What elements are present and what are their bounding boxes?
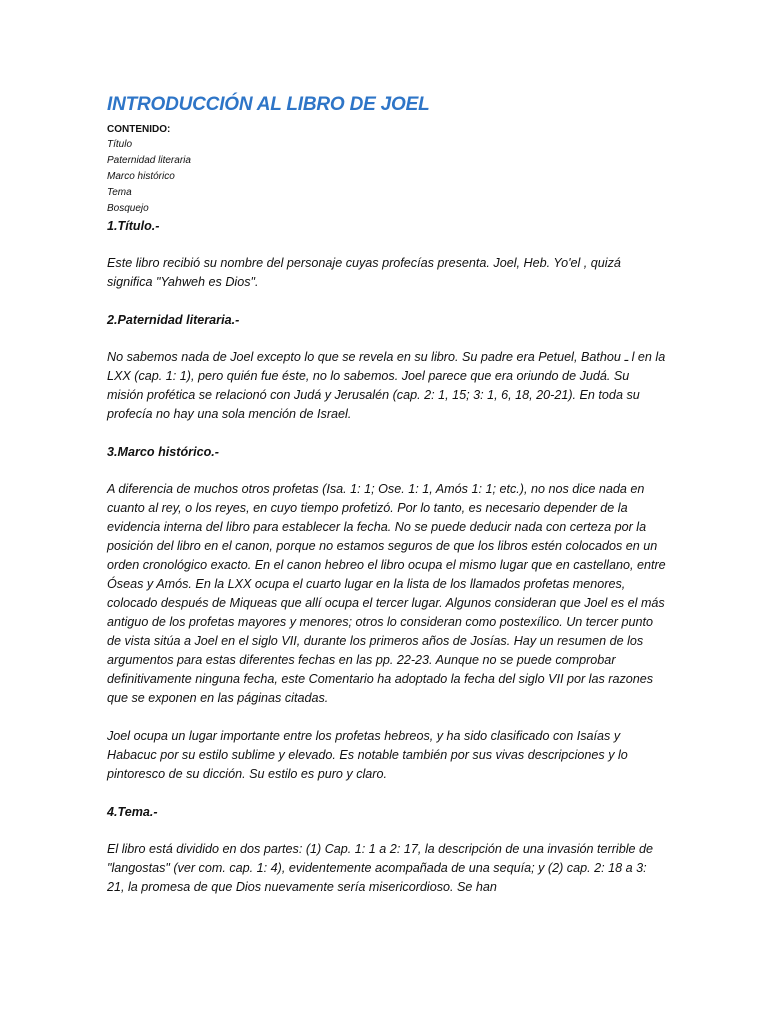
section-paragraph: El libro está dividido en dos partes: (1) Cap. 1: 1 a 2: 17, la descripción de una invasión terrible de "langostas" (ver com. cap. 1: 4), evidentemente acompañada de una sequía; y (2) cap. 2: 18 a 3: 21, la promesa de que Dios nuevamente sería misericordioso. Se han — [107, 842, 654, 894]
section-heading-paternidad: 2.Paternidad literaria.- — [107, 313, 240, 327]
section-heading-tema: 4.Tema.- — [107, 805, 158, 819]
contents-item: Bosquejo — [107, 203, 149, 214]
contents-item: Marco histórico — [107, 171, 175, 182]
section-heading-titulo: 1.Título.- — [107, 219, 160, 233]
contents-list — [107, 137, 667, 217]
section-heading-marco: 3.Marco histórico.- — [107, 445, 219, 459]
contents-label: CONTENIDO: — [107, 124, 171, 135]
document-page — [107, 92, 667, 897]
contents-item: Paternidad literaria — [107, 155, 191, 166]
section-paragraph: A diferencia de muchos otros profetas (Isa. 1: 1; Ose. 1: 1, Amós 1: 1; etc.), no nos dice nada en cuanto al rey, o los reyes, en cuyo tiempo profetizó. Por lo tanto, es necesario depender de la evidencia interna del libro para establecer la fecha. No se puede deducir nada con certeza por la posición del libro en el canon, porque no estamos seguros de que los libros estén colocados en un orden cronológico exacto. En el canon hebreo el libro ocupa el mismo lugar que en castellano, entre Óseas y Amós. En la LXX ocupa el cuarto lugar en la lista de los llamados profetas menores, colocado después de Miqueas que allí ocupa el tercer lugar. Algunos consideran que Joel es el más antiguo de los profetas mayores y menores; otros lo consideran como postexílico. Un tercer punto de vista sitúa a Joel en el siglo VII, durante los primeros años de Josías. Hay un resumen de los argumentos para estas diferentes fechas en las pp. 22-23. Aunque no se puede comprobar definitivamente ninguna fecha, este Comentario ha adoptado la fecha del siglo VII por las razones que se exponen en las páginas citadas. — [107, 482, 666, 705]
section-paragraph: Joel ocupa un lugar importante entre los profetas hebreos, y ha sido clasificado con Isaías y Habacuc por su estilo sublime y elevado. Es notable también por sus vivas descripciones y lo pintoresco de su dicción. Su estilo es puro y claro. — [107, 729, 628, 781]
section-paragraph: Este libro recibió su nombre del personaje cuyas profecías presenta. Joel, Heb. Yo'el , quizá significa "Yahweh es Dios". — [107, 256, 621, 289]
section-paragraph: No sabemos nada de Joel excepto lo que se revela en su libro. Su padre era Petuel, Bathou ـ l en la LXX (cap. 1: 1), pero quién fue éste, no lo sabemos. Joel parece que era oriundo de Judá. Su misión profética se relacionó con Judá y Jerusalén (cap. 2: 1, 15; 3: 1, 6, 18, 20-21). En toda su profecía no hay una sola mención de Israel. — [107, 350, 666, 421]
contents-item: Tema — [107, 187, 132, 198]
contents-item: Título — [107, 139, 133, 150]
document-title: INTRODUCCIÓN AL LIBRO DE JOEL — [107, 94, 430, 115]
